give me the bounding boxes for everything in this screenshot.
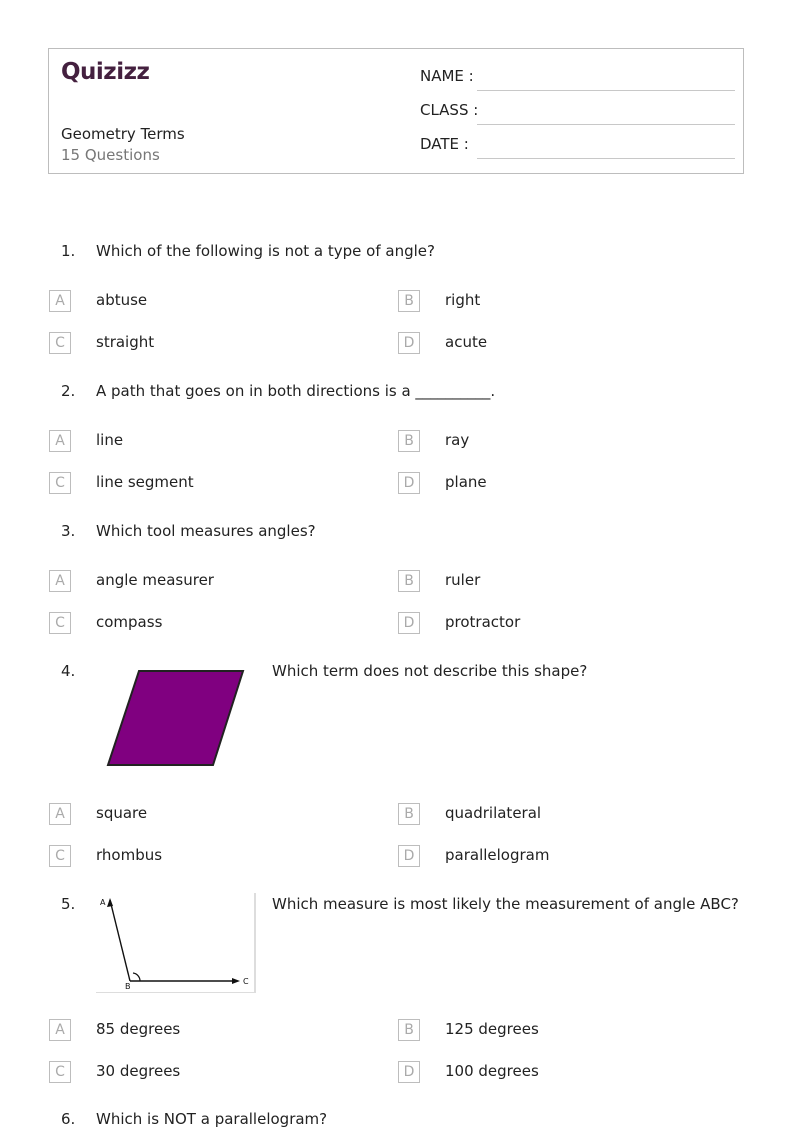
- option-text: plane: [445, 473, 487, 491]
- option-letter[interactable]: C: [49, 612, 71, 634]
- option-text: rhombus: [96, 846, 163, 864]
- option-letter[interactable]: D: [398, 332, 420, 354]
- date-field[interactable]: [420, 135, 735, 159]
- option-text: 30 degrees: [96, 1062, 181, 1080]
- option-letter[interactable]: D: [398, 1061, 420, 1083]
- angle-arc: [133, 973, 140, 981]
- option-text: ruler: [445, 571, 481, 589]
- option-text: square: [96, 804, 148, 822]
- question-text: Which is NOT a parallelogram?: [96, 1110, 328, 1128]
- option-letter[interactable]: C: [49, 1061, 71, 1083]
- purple-parallelogram: [108, 671, 243, 765]
- option-letter[interactable]: B: [398, 1019, 420, 1041]
- option-text: parallelogram: [445, 846, 550, 864]
- option-text: 85 degrees: [96, 1020, 181, 1038]
- label-a: A: [100, 898, 106, 907]
- option-text: right: [445, 291, 481, 309]
- option-text: line: [96, 431, 124, 449]
- option-text: straight: [96, 333, 155, 351]
- option-text: abtuse: [96, 291, 148, 309]
- class-line[interactable]: [477, 124, 735, 125]
- option-text: acute: [445, 333, 488, 351]
- date-label: DATE :: [420, 135, 469, 153]
- option-letter[interactable]: A: [49, 430, 71, 452]
- option-text: compass: [96, 613, 163, 631]
- name-field[interactable]: [420, 67, 735, 91]
- option-letter[interactable]: B: [398, 803, 420, 825]
- name-line[interactable]: [477, 90, 735, 91]
- question-number: 5.: [61, 895, 76, 913]
- option-text: protractor: [445, 613, 521, 631]
- quizizz-logo: Quizizz: [61, 59, 150, 85]
- option-text: 125 degrees: [445, 1020, 539, 1038]
- option-text: line segment: [96, 473, 194, 491]
- question-number: 1.: [61, 242, 76, 260]
- worksheet-header: [48, 48, 744, 174]
- option-letter[interactable]: C: [49, 845, 71, 867]
- option-letter[interactable]: A: [49, 803, 71, 825]
- option-text: angle measurer: [96, 571, 214, 589]
- parallelogram-figure: [96, 660, 256, 775]
- question-number: 2.: [61, 382, 76, 400]
- option-text: 100 degrees: [445, 1062, 539, 1080]
- angle-abc-figure: [96, 893, 256, 993]
- class-label: CLASS :: [420, 101, 479, 119]
- option-letter[interactable]: A: [49, 570, 71, 592]
- class-field[interactable]: [420, 101, 735, 125]
- option-letter[interactable]: B: [398, 290, 420, 312]
- question-text: Which of the following is not a type of angle?: [96, 242, 435, 260]
- question-text: Which measure is most likely the measurement of angle ABC?: [272, 895, 739, 913]
- option-letter[interactable]: D: [398, 472, 420, 494]
- option-text: quadrilateral: [445, 804, 542, 822]
- option-letter[interactable]: C: [49, 332, 71, 354]
- question-text: Which tool measures angles?: [96, 522, 316, 540]
- question-text: A path that goes on in both directions is a __________.: [96, 382, 496, 400]
- option-letter[interactable]: A: [49, 1019, 71, 1041]
- ray-ba: [110, 900, 130, 981]
- label-b: B: [125, 982, 131, 991]
- name-label: NAME :: [420, 67, 474, 85]
- option-letter[interactable]: D: [398, 845, 420, 867]
- option-letter[interactable]: B: [398, 570, 420, 592]
- question-number: 4.: [61, 662, 76, 680]
- option-letter[interactable]: C: [49, 472, 71, 494]
- question-number: 3.: [61, 522, 76, 540]
- date-line[interactable]: [477, 158, 735, 159]
- option-letter[interactable]: B: [398, 430, 420, 452]
- option-letter[interactable]: A: [49, 290, 71, 312]
- worksheet-title: Geometry Terms: [61, 125, 185, 143]
- question-text: Which term does not describe this shape?: [272, 662, 588, 680]
- question-count: 15 Questions: [61, 146, 160, 164]
- label-c: C: [243, 977, 249, 986]
- question-number: 6.: [61, 1110, 76, 1128]
- option-letter[interactable]: D: [398, 612, 420, 634]
- arrow-c-icon: [232, 978, 240, 984]
- arrow-a-icon: [107, 898, 113, 907]
- option-text: ray: [445, 431, 470, 449]
